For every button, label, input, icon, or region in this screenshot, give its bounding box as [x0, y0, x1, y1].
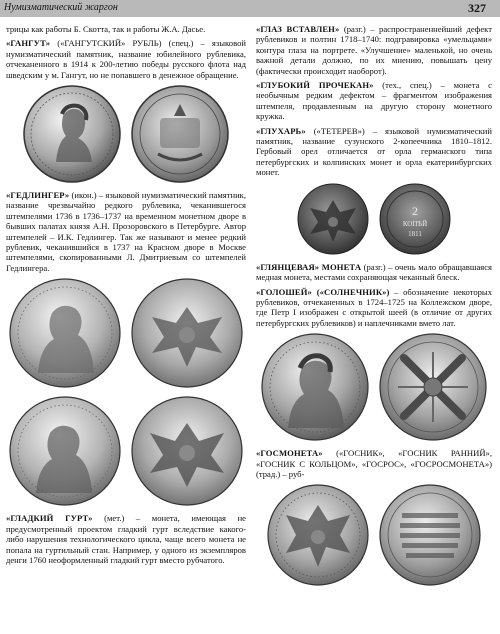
coin-glukhar-reverse	[378, 182, 452, 256]
entry-headword: «ГЛАДКИЙ ГУРТ»	[6, 513, 93, 524]
figure-gedlinger-roubles	[6, 277, 246, 507]
entry-headword: «ГЛАЗ ВСТАВЛЕН»	[256, 24, 340, 34]
coin-glukhar-obverse	[296, 182, 370, 256]
figure-glukhar-2-kopeks	[256, 182, 492, 256]
coin-gosmoneta-reverse-inscription	[378, 483, 482, 587]
entry-text: («ТЕТЕРЕВ») – языковой нумизматический памятник, название сузунского 2-копеечника 1810–1812. Гербовый орел отличается от орла германского типа петербургских и колпинских монет и орла екатеринбургских монет.	[256, 125, 492, 178]
entry-headword: «ГЛУБОКИЙ ПРОЧЕКАН»	[256, 80, 374, 91]
entry-headword: «ГЕДЛИНГЕР»	[6, 190, 70, 201]
page-header	[0, 0, 500, 17]
entry-text: (икон.) – языковой нумизматический памятник, название чрезвычайно редкого рублевика, чеканившегося штемпелями 1736 в 1736–1737 на временном монетном дворе в бывших палатах князя А.Н. Прозоровского в Петербурге. Автор штемпелей – И.К. Гедлингер. Так же называют и менее редкий рублевик, чеканившийся в 1737 на Красном дворе в Москве штемпелями, скопированными Л. Дмитриевым со штемпелей Гедлингера.	[6, 190, 246, 273]
entry-text: («ГОСНИК», «ГОСНИК РАННИЙ», «ГОСНИК С КОЛЬЦОМ», «ГОСРОС», «ГОСРОСМОНЕТА») (трад.) – руб-	[256, 448, 492, 479]
left-column	[6, 24, 246, 569]
entry-text: (разг.) – распространеннейший дефект рублевиков и полтин 1718–1740: подгравировка «умельцами» контура глаза на портрете. «Улучшение» маленькой, но очень важной детали должно, по их мнению, повышать цену (фактически происходит наоборот).	[256, 24, 492, 76]
figure-goloshey-rouble	[256, 332, 492, 442]
figure-gosmoneta-rouble	[256, 483, 492, 587]
entry-glukhar	[256, 126, 492, 178]
figure-gangut-rouble	[6, 84, 246, 184]
entry-text: (тех., спец.) – монета с необычным редким дефектом – фрагментом изображения штемпеля, продавленным на другую сторону монетного кружка.	[256, 80, 492, 122]
entry-gedlinger	[6, 190, 246, 273]
coin-denomination-number: 2	[412, 203, 418, 218]
entry-headword: «ГОСМОНЕТА»	[256, 448, 323, 459]
right-column	[256, 24, 492, 593]
entry-text: (разг.) – очень мало обращавшаяся медная монета, местами сохраняющая чеканный блеск.	[256, 261, 492, 283]
continued-text: трицы как работы Б. Скотта, так и работы Ж.А. Дасье.	[6, 24, 206, 34]
entry-headword: «ГЛЯНЦЕВАЯ» МОНЕТА	[256, 261, 362, 272]
entry-headword: «ГОЛОШЕЙ» («СОЛНЕЧНИК»)	[256, 286, 390, 297]
running-title: Нумизматический жаргон	[4, 2, 118, 13]
entry-gangut	[6, 38, 246, 80]
entry-headword: «ГАНГУТ»	[6, 38, 51, 49]
entry-text: – обозначение некоторых рублевиков, отчеканенных в 1724–1725 на Коллежском дворе, где Петр I изображен с открытой шеей (в отличие от других петербургских рублевиков) и наплечниками вмето лат.	[256, 286, 493, 328]
page-number: 327	[468, 1, 486, 15]
entry-headword: «ГЛУХАРЬ»	[256, 125, 306, 136]
coin-gedlinger-obverse-1736	[8, 277, 122, 389]
entry-goloshey	[256, 287, 492, 329]
entry-glaz-vstavlen	[256, 24, 492, 76]
coin-gosmoneta-obverse	[266, 483, 370, 587]
coin-goloshey-obverse	[260, 332, 370, 442]
coin-gedlinger-obverse-1737	[8, 395, 122, 507]
coin-year: 1811	[408, 229, 422, 238]
entry-gosmoneta	[256, 448, 492, 479]
entry-text: (мет.) – монета, имеющая не предусмотренный проектом гладкий гурт вследствие какого-либо нарушения технологического цикла, чаще всего монета не попала на гуртильный стан. Например, у одного из экземпляров денги 1760 неоформленный гладкий гурт вместо рубчатого.	[6, 513, 246, 565]
entry-glyantsevaya-moneta	[256, 262, 492, 283]
entry-gladkiy-gurt	[6, 513, 246, 565]
entry-text: («ГАНГУТСКИЙ» РУБЛЬ) (спец.) – языковой нумизматический памятник, название юбилейного рублевика, отчеканенного в 1914 к 200-летию победы русского флота над шведским у м. Гангут, но не попавшего в денежное обращение.	[6, 38, 246, 80]
coin-denomination-word: КОПѢЙ	[402, 219, 428, 228]
coin-gedlinger-reverse-1736	[130, 277, 244, 389]
coin-gedlinger-reverse-1737	[130, 395, 244, 507]
coin-gangut-reverse	[130, 84, 230, 184]
entry-glubokiy-prochekan	[256, 80, 492, 122]
coin-gangut-obverse	[22, 84, 122, 184]
coin-goloshey-reverse-cross	[378, 332, 488, 442]
